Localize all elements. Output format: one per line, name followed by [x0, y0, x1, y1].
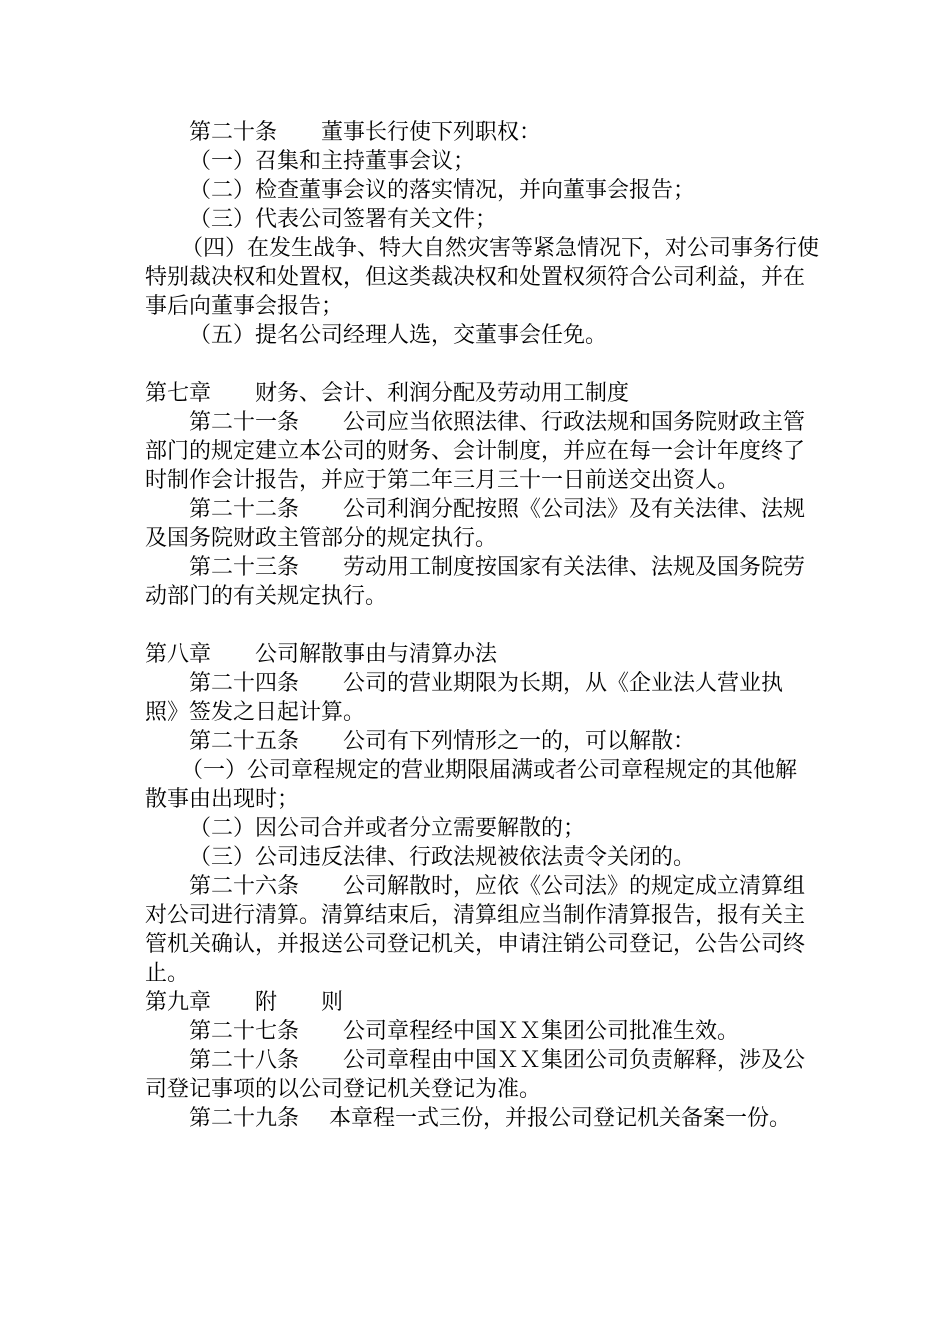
chapter-7-heading — [145, 379, 810, 408]
article-text: 公司利润分配按照《公司法》及有关法律、法规 — [343, 497, 806, 522]
chapter-9-heading — [145, 988, 810, 1017]
text-line: 管机关确认，并报送公司登记机关，申请注销公司登记，公告公司终 — [145, 932, 806, 957]
article-number: 第二十六条 — [189, 874, 300, 899]
article-number: 第二十八条 — [189, 1048, 300, 1073]
article-23-heading — [145, 553, 810, 582]
chapter-8-heading — [145, 640, 810, 669]
chapter-title: 附 — [255, 990, 278, 1015]
article-number: 第二十四条 — [189, 671, 300, 696]
article-20-heading — [145, 118, 810, 147]
chapter-title: 财务、会计、利润分配及劳动用工制度 — [255, 381, 630, 406]
article-27-heading — [145, 1017, 810, 1046]
text-line: （一）公司章程规定的营业期限届满或者公司章程规定的其他解 — [181, 758, 798, 783]
text-line: 事后向董事会报告； — [145, 294, 344, 319]
text-line: 止。 — [145, 961, 190, 986]
article-number: 第二十条 — [189, 120, 278, 145]
text-line: （一）召集和主持董事会议； — [189, 149, 476, 174]
article-25-heading — [145, 727, 810, 756]
text-line: （二）因公司合并或者分立需要解散的； — [189, 816, 586, 841]
article-22-heading — [145, 495, 810, 524]
document-body — [145, 118, 820, 1133]
article-text: 本章程一式三份，并报公司登记机关备案一份。 — [329, 1106, 792, 1131]
article-text: 公司章程经中国ＸＸ集团公司批准生效。 — [343, 1019, 740, 1044]
article-text: 公司的营业期限为长期，从《企业法人营业执 — [343, 671, 784, 696]
article-number: 第二十五条 — [189, 729, 300, 754]
text-line: （二）检查董事会议的落实情况，并向董事会报告； — [189, 178, 696, 203]
article-text: 董事长行使下列职权： — [321, 120, 542, 145]
article-number: 第二十二条 — [189, 497, 300, 522]
article-text: 公司应当依照法律、行政法规和国务院财政主管 — [343, 410, 806, 435]
article-26-heading — [145, 872, 810, 901]
article-text: 公司解散时，应依《公司法》的规定成立清算组 — [343, 874, 806, 899]
text-line: 散事由出现时； — [145, 787, 300, 812]
text-line: 部门的规定建立本公司的财务、会计制度，并应在每一会计年度终了 — [145, 439, 806, 464]
article-text: 劳动用工制度按国家有关法律、法规及国务院劳 — [343, 555, 806, 580]
article-text: 公司章程由中国ＸＸ集团公司负责解释，涉及公 — [343, 1048, 806, 1073]
text-line: （四）在发生战争、特大自然灾害等紧急情况下，对公司事务行使 — [181, 236, 820, 261]
chapter-title: 公司解散事由与清算办法 — [255, 642, 498, 667]
spacer — [145, 611, 810, 640]
article-number: 第二十三条 — [189, 555, 300, 580]
chapter-number: 第九章 — [145, 990, 212, 1015]
text-line: 时制作会计报告，并应于第二年三月三十一日前送交出资人。 — [145, 468, 740, 493]
text-line: 特别裁决权和处置权，但这类裁决权和处置权须符合公司利益，并在 — [145, 265, 806, 290]
chapter-title: 则 — [321, 990, 344, 1015]
article-24-heading — [145, 669, 810, 698]
spacer — [145, 350, 810, 379]
article-28-heading — [145, 1046, 810, 1075]
text-line: （三）代表公司签署有关文件； — [189, 207, 498, 232]
chapter-number: 第八章 — [145, 642, 212, 667]
text-line: 照》签发之日起计算。 — [145, 700, 366, 725]
article-29-heading — [145, 1104, 810, 1133]
article-number: 第二十一条 — [189, 410, 300, 435]
chapter-number: 第七章 — [145, 381, 212, 406]
text-line: （三）公司违反法律、行政法规被依法责令关闭的。 — [189, 845, 696, 870]
article-21-heading — [145, 408, 810, 437]
text-line: 及国务院财政主管部分的规定执行。 — [145, 526, 498, 551]
article-number: 第二十七条 — [189, 1019, 300, 1044]
text-line: （五）提名公司经理人选，交董事会任免。 — [189, 323, 608, 348]
text-line: 司登记事项的以公司登记机关登记为准。 — [145, 1077, 542, 1102]
article-number: 第二十九条 — [189, 1106, 300, 1131]
article-text: 公司有下列情形之一的，可以解散： — [343, 729, 696, 754]
text-line: 动部门的有关规定执行。 — [145, 584, 388, 609]
text-line: 对公司进行清算。清算结束后，清算组应当制作清算报告，报有关主 — [145, 903, 806, 928]
